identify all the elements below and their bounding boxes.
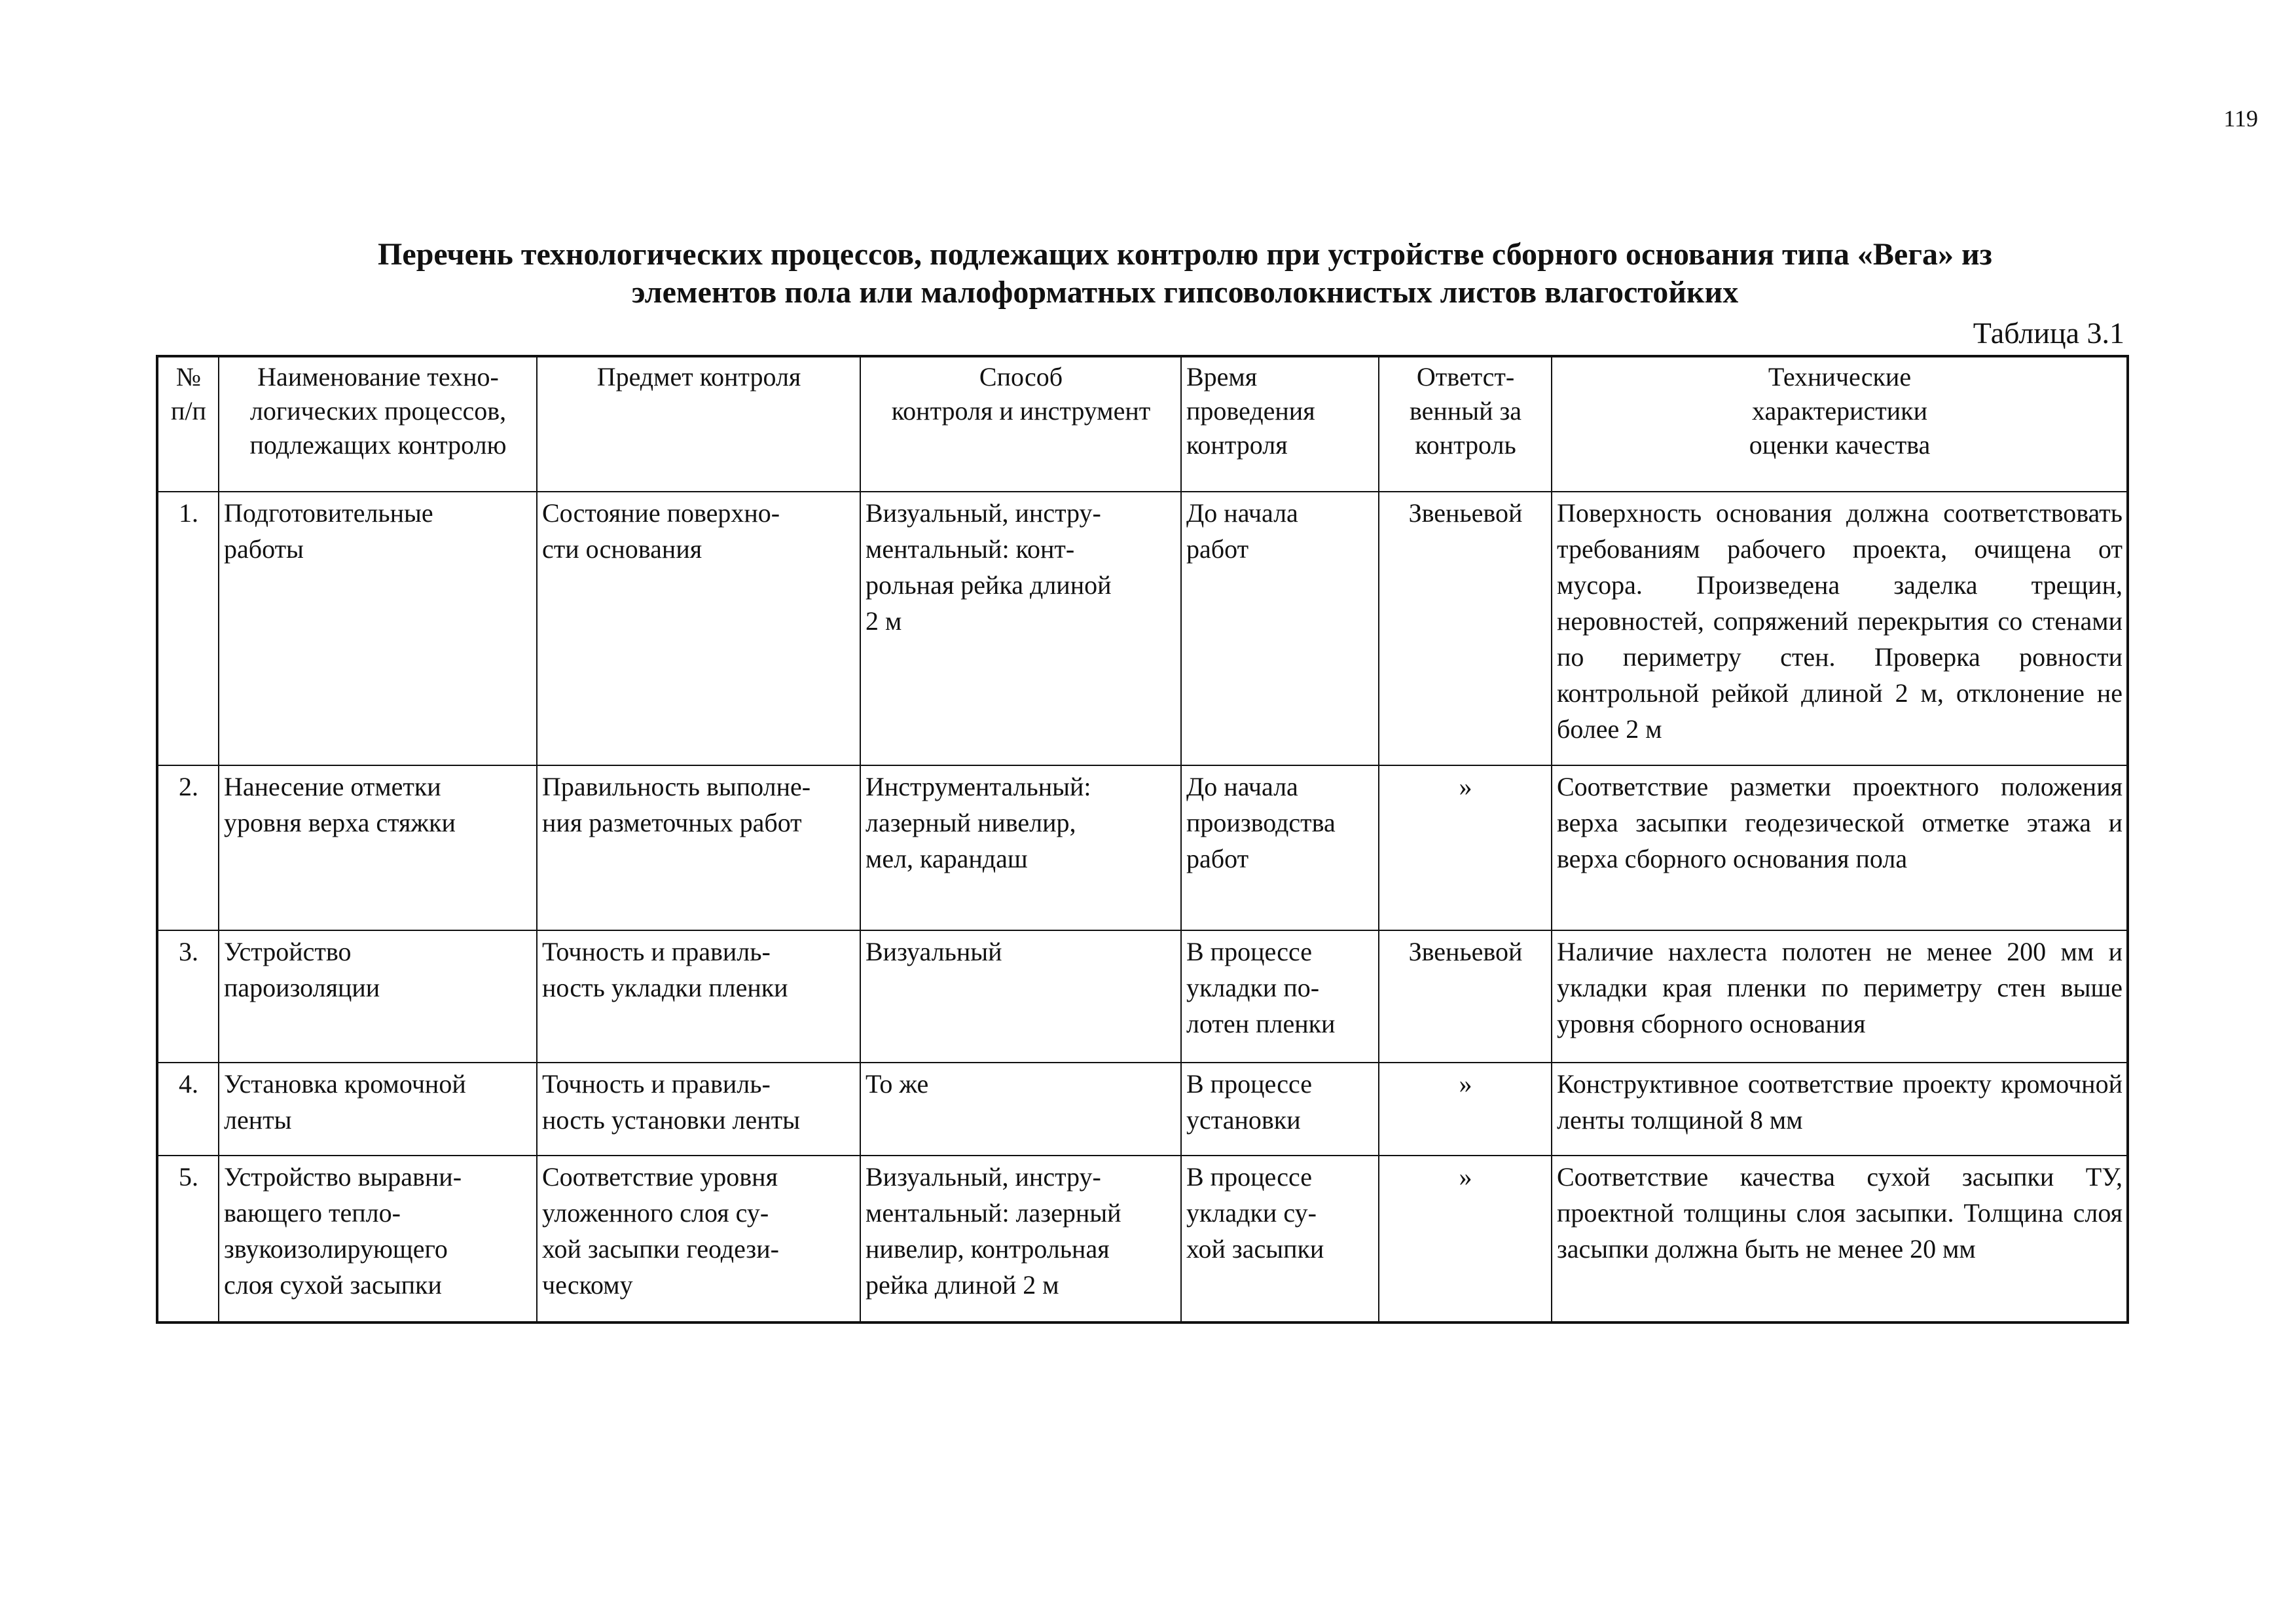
row-responsible: Звеньевой [1379,930,1552,1063]
row-technical: Поверхность основания должна соответствовать требованиям рабочего проекта, очищена от мусора. Произведена заделка трещин, неровностей, сопряжений перекрытия со стенами по периметру стен. Проверка ровности контрольной рейкой длиной 2 м, отклонение не более 2 м [1552,492,2128,765]
table-row [157,765,2128,930]
title-line-1: Перечень технологических процессов, подлежащих контролю при устройстве сборного основания типа «Вега» из [378,237,1992,272]
table-row [157,492,2128,765]
row-process: Устройство пароизоляции [219,930,537,1063]
row-responsible: Звеньевой [1379,492,1552,765]
row-subject: Состояние поверхно- сти основания [537,492,860,765]
row-method: То же [860,1063,1181,1156]
row-number: 1. [157,492,219,765]
header-technical-characteristics: Технические характеристики оценки качества [1552,356,2128,492]
table-row [157,1063,2128,1156]
row-time: В процессе укладки су- хой засыпки [1181,1156,1379,1322]
row-method: Инструментальный: лазерный нивелир, мел, карандаш [860,765,1181,930]
header-process-name: Наименование техно- логических процессов, подлежащих контролю [219,356,537,492]
row-process: Установка кромочной ленты [219,1063,537,1156]
row-number: 4. [157,1063,219,1156]
header-control-subject: Предмет контроля [537,356,860,492]
row-method: Визуальный, инстру- ментальный: лазерный нивелир, контрольная рейка длиной 2 м [860,1156,1181,1322]
table-header-row [157,356,2128,492]
table-label: Таблица 3.1 [1973,316,2124,350]
title-line-2: элементов пола или малоформатных гипсоволокнистых листов влагостойких [631,275,1739,310]
row-time: В процессе установки [1181,1063,1379,1156]
row-responsible: » [1379,1063,1552,1156]
row-time: До начала работ [1181,492,1379,765]
row-time: В процессе укладки по- лотен пленки [1181,930,1379,1063]
header-responsible: Ответст- венный за контроль [1379,356,1552,492]
row-subject: Точность и правиль- ность укладки пленки [537,930,860,1063]
row-number: 5. [157,1156,219,1322]
row-process: Устройство выравни- вающего тепло- звукоизолирующего слоя сухой засыпки [219,1156,537,1322]
row-subject: Соответствие уровня уложенного слоя су- хой засыпки геодези- ческому [537,1156,860,1322]
row-responsible: » [1379,1156,1552,1322]
row-time: До начала производства работ [1181,765,1379,930]
row-subject: Правильность выполне- ния разметочных работ [537,765,860,930]
row-method: Визуальный, инстру- ментальный: конт- рольная рейка длиной 2 м [860,492,1181,765]
header-number: № п/п [157,356,219,492]
row-method: Визуальный [860,930,1181,1063]
header-control-method: Способ контроля и инструмент [860,356,1181,492]
table-row [157,1156,2128,1322]
process-control-table [156,355,2129,1324]
row-process: Нанесение отметки уровня верха стяжки [219,765,537,930]
document-title [157,236,2213,312]
row-process: Подготовительные работы [219,492,537,765]
row-number: 2. [157,765,219,930]
header-control-time: Время проведения контроля [1181,356,1379,492]
row-responsible: » [1379,765,1552,930]
page-number: 119 [2223,105,2258,132]
row-technical: Наличие нахлеста полотен не менее 200 мм и укладки края пленки по периметру стен выше уровня сборного основания [1552,930,2128,1063]
row-technical: Соответствие разметки проектного положения верха засыпки геодезической отметке этажа и верха сборного основания пола [1552,765,2128,930]
row-technical: Соответствие качества сухой засыпки ТУ, проектной толщины слоя засыпки. Толщина слоя засыпки должна быть не менее 20 мм [1552,1156,2128,1322]
row-number: 3. [157,930,219,1063]
row-technical: Конструктивное соответствие проекту кромочной ленты толщиной 8 мм [1552,1063,2128,1156]
row-subject: Точность и правиль- ность установки ленты [537,1063,860,1156]
table-row [157,930,2128,1063]
